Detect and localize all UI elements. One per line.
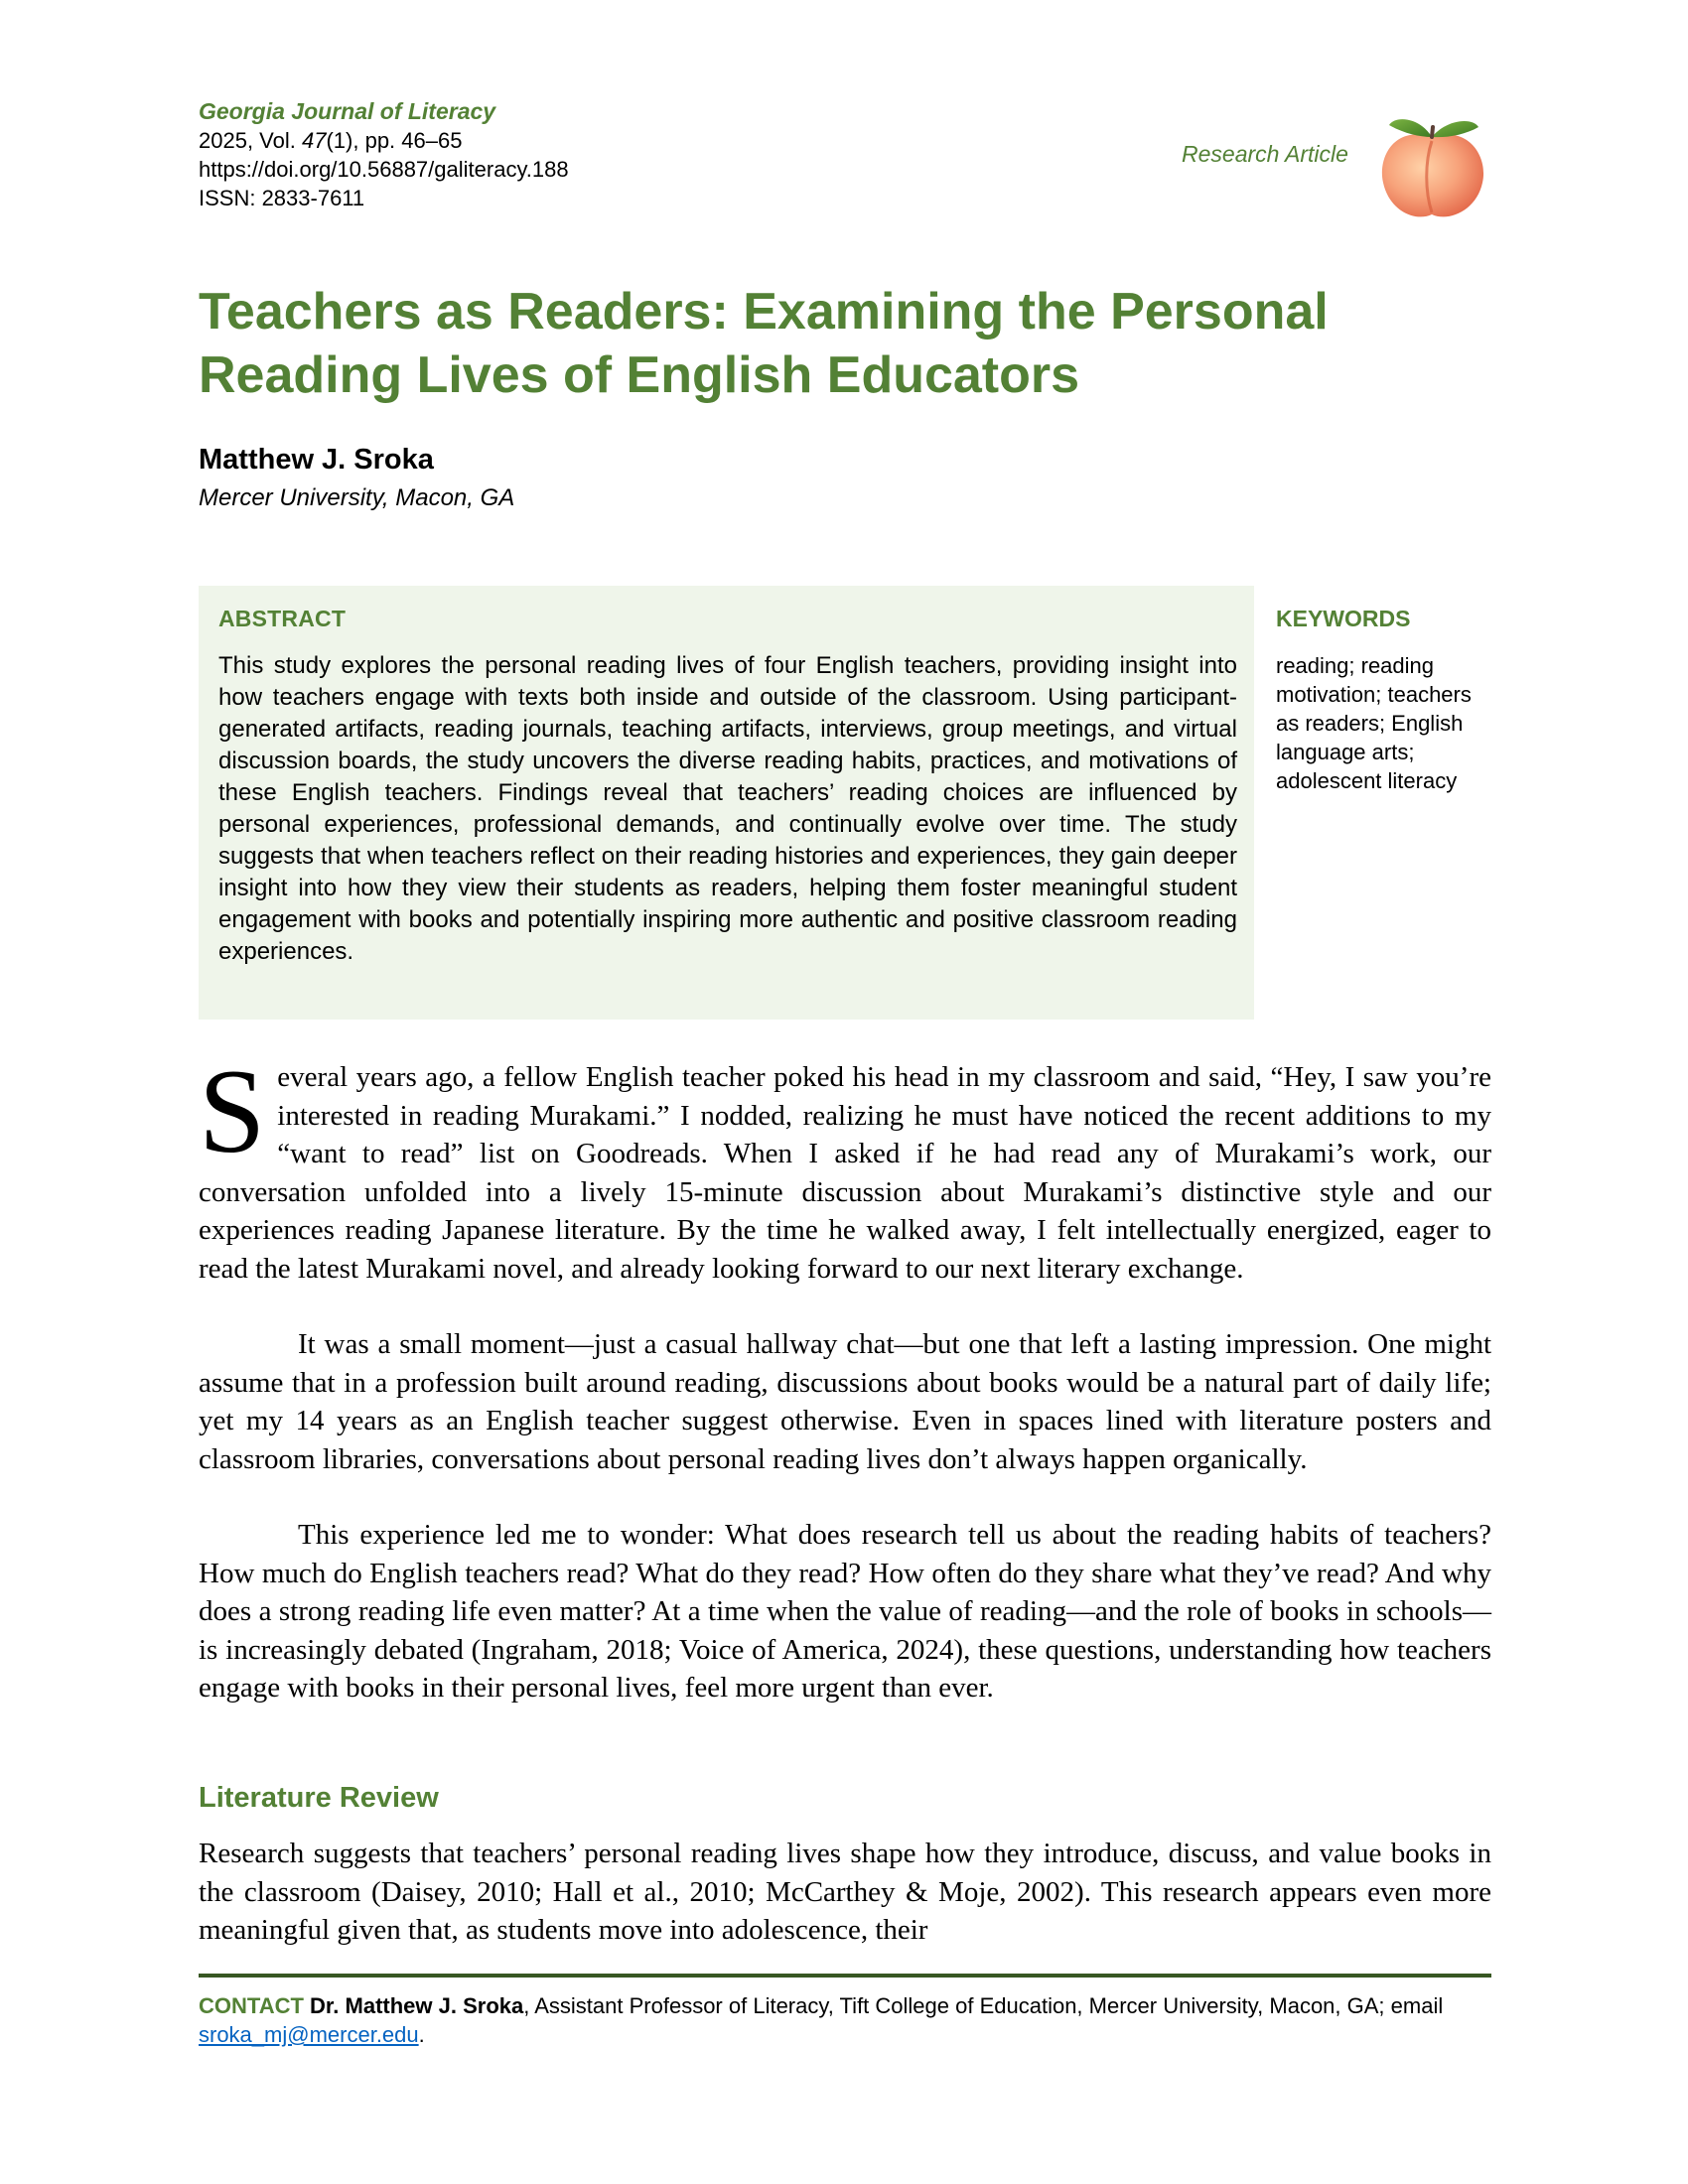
paragraph-1-text: everal years ago, a fellow English teacher poked his head in my classroom and said, “Hey, I saw you’re interested in reading Murakami.” I nodded, realizing he must have noticed the recent additions to my “want to read” list on Goodreads. When I asked if he had read any of Murakami’s work, our conversation unfolded into a lively 15-minute discussion about Murakami’s distinctive style and our experiences reading Japanese literature. By the time he walked away, I felt intellectually energized, eager to read the latest Murakami novel, and already looking forward to our next literary exchange. bbox=[199, 1061, 1491, 1285]
body-paragraph-1 bbox=[199, 1045, 1491, 1288]
journal-name: Georgia Journal of Literacy bbox=[199, 98, 496, 124]
volume-info bbox=[199, 126, 462, 155]
body-paragraph-2: It was a small moment—just a casual hallway chat—but one that left a lasting impression. One might assume that in a profession built around reading, discussions about books would be a natural part of daily life; yet my 14 years as an English teacher suggest otherwise. Even in spaces lined with literature posters and classroom libraries, conversations about personal reading lives don’t always happen organically. bbox=[199, 1328, 1491, 1475]
peach-icon bbox=[1375, 107, 1489, 224]
volume-year: 2025, Vol. bbox=[199, 128, 302, 153]
author-name: Matthew J. Sroka bbox=[199, 444, 434, 476]
contact-end: . bbox=[418, 2022, 425, 2047]
abstract-text: This study explores the personal reading lives of four English teachers, providing insight into how teachers engage with texts both inside and outside of the classroom. Using participant-generated artifacts, reading journals, teaching artifacts, interviews, group meetings, and virtual discussion boards, the study uncovers the diverse reading habits, practices, and motivations of these English teachers. Findings reveal that teachers’ reading choices are influenced by personal experiences, professional demands, and continually evolve over time. The study suggests that when teachers reflect on their reading histories and experiences, they gain deeper insight into how they view their students as readers, helping them foster meaningful student engagement with books and potentially inspiring more authentic and positive classroom reading experiences. bbox=[218, 652, 1237, 965]
contact-label: CONTACT bbox=[199, 1993, 304, 2018]
footer-divider bbox=[199, 1974, 1491, 1978]
abstract-heading: ABSTRACT bbox=[218, 606, 347, 631]
doi-link[interactable]: https://doi.org/10.56887/galiteracy.188 bbox=[199, 157, 569, 182]
contact-details: , Assistant Professor of Literacy, Tift College of Education, Mercer University, Macon, GA; email bbox=[523, 1993, 1444, 2018]
article-type-label: Research Article bbox=[1182, 141, 1348, 167]
body-paragraph-3: This experience led me to wonder: What does research tell us about the reading habits of teachers? How much do English teachers read? What do they read? How often do they share what they’ve read? And why does a strong reading life even matter? At a time when the value of reading—and the role of books in schools—is increasingly debated (Ingraham, 2018; Voice of America, 2024), these questions, understanding how teachers engage with books in their personal lives, feel more urgent than ever. bbox=[199, 1519, 1491, 1704]
contact-info bbox=[199, 1991, 1491, 2049]
body-paragraph-4: Research suggests that teachers’ personal reading lives shape how they introduce, discuss, and value books in the classroom (Daisey, 2010; Hall et al., 2010; McCarthey & Moje, 2002). This research appears even more meaningful given that, as students move into adolescence, their bbox=[199, 1838, 1491, 1946]
keywords-heading: KEYWORDS bbox=[1276, 606, 1411, 631]
contact-name: Dr. Matthew J. Sroka bbox=[310, 1993, 524, 2018]
article-title: Teachers as Readers: Examining the Personal Reading Lives of English Educators bbox=[199, 283, 1329, 404]
issn: ISSN: 2833-7611 bbox=[199, 186, 365, 210]
volume-number: 47 bbox=[301, 128, 327, 153]
drop-cap: S bbox=[199, 1045, 266, 1178]
author-affiliation: Mercer University, Macon, GA bbox=[199, 484, 515, 511]
issue-pages: (1), pp. 46–65 bbox=[326, 128, 463, 153]
keywords-text: reading; reading motivation; teachers as readers; English language arts; adolescent literacy bbox=[1276, 653, 1472, 793]
section-heading-literature-review: Literature Review bbox=[199, 1782, 439, 1814]
contact-email-link[interactable]: sroka_mj@mercer.edu bbox=[199, 2022, 419, 2047]
